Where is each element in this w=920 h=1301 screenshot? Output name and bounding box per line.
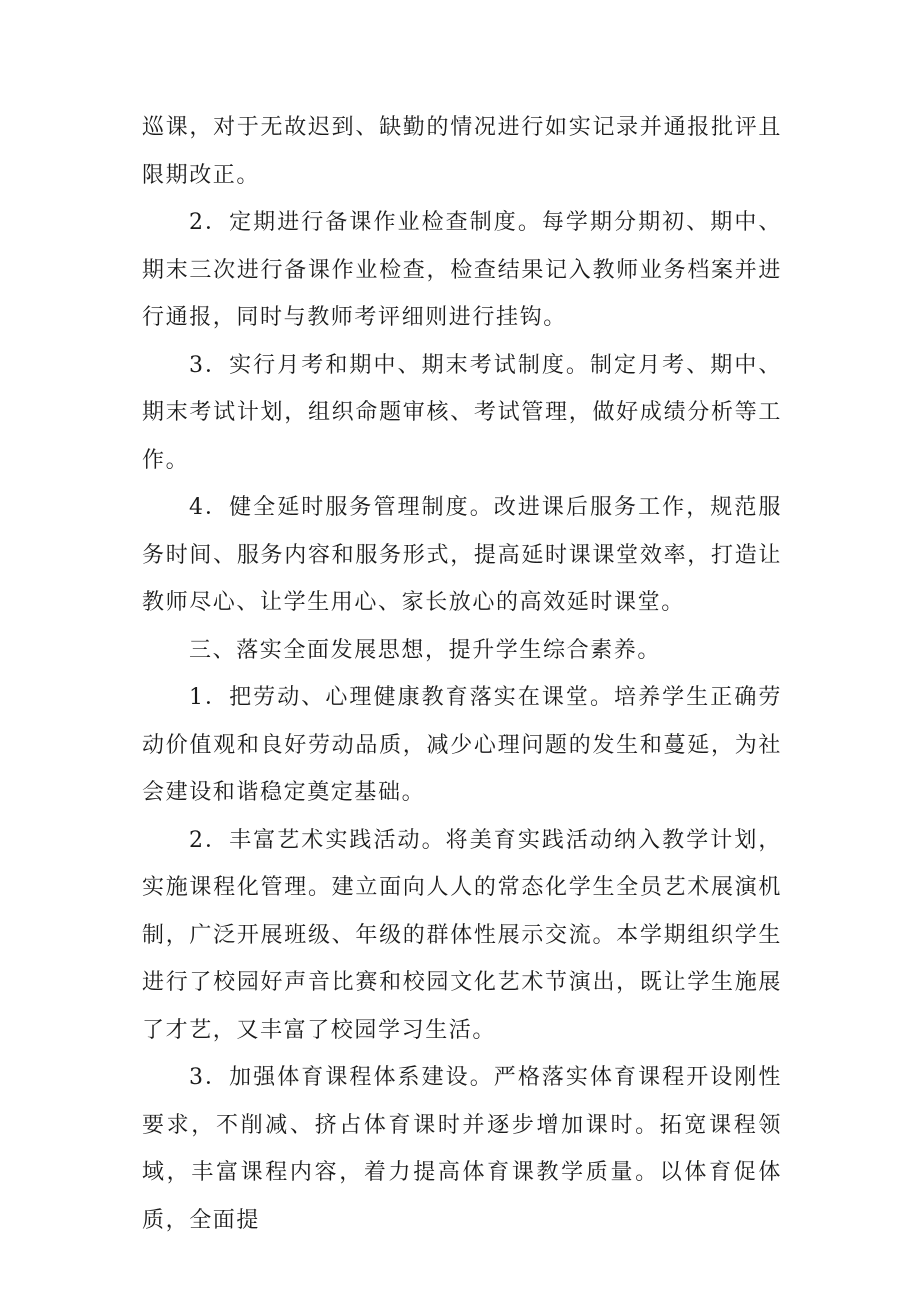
paragraph-2: 2．定期进行备课作业检查制度。每学期分期初、期中、期末三次进行备课作业检查，检查结果记入教师业务档案并进行通报，同时与教师考评细则进行挂钩。 [142,210,782,330]
document-page [142,104,782,1244]
paragraph-7: 3．加强体育课程体系建设。严格落实体育课程开设刚性要求，不削减、挤占体育课时并逐步增加课时。拓宽课程领域，丰富课程内容，着力提高体育课教学质量。以体育促体质，全面提 [142,1065,782,1233]
paragraph-4: 4．健全延时服务管理制度。改进课后服务工作，规范服务时间、服务内容和服务形式，提高延时课课堂效率，打造让教师尽心、让学生用心、家长放心的高效延时课堂。 [142,495,782,615]
paragraph-1: 巡课，对于无故迟到、缺勤的情况进行如实记录并通报批评且限期改正。 [142,115,782,188]
section-heading-3: 三、落实全面发展思想，提升学生综合素养。 [189,637,662,663]
paragraph-5: 1．把劳动、心理健康教育落实在课堂。培养学生正确劳动价值观和良好劳动品质，减少心理问题的发生和蔓延，为社会建设和谐稳定奠定基础。 [142,685,782,805]
paragraph-3: 3．实行月考和期中、期末考试制度。制定月考、期中、期末考试计划，组织命题审核、考试管理，做好成绩分析等工作。 [142,352,782,473]
paragraph-6: 2．丰富艺术实践活动。将美育实践活动纳入教学计划，实施课程化管理。建立面向人人的常态化学生全员艺术展演机制，广泛开展班级、年级的群体性展示交流。本学期组织学生进行了校园好声音比赛和校园文化艺术节演出，既让学生施展了才艺，又丰富了校园学习生活。 [142,827,782,1043]
